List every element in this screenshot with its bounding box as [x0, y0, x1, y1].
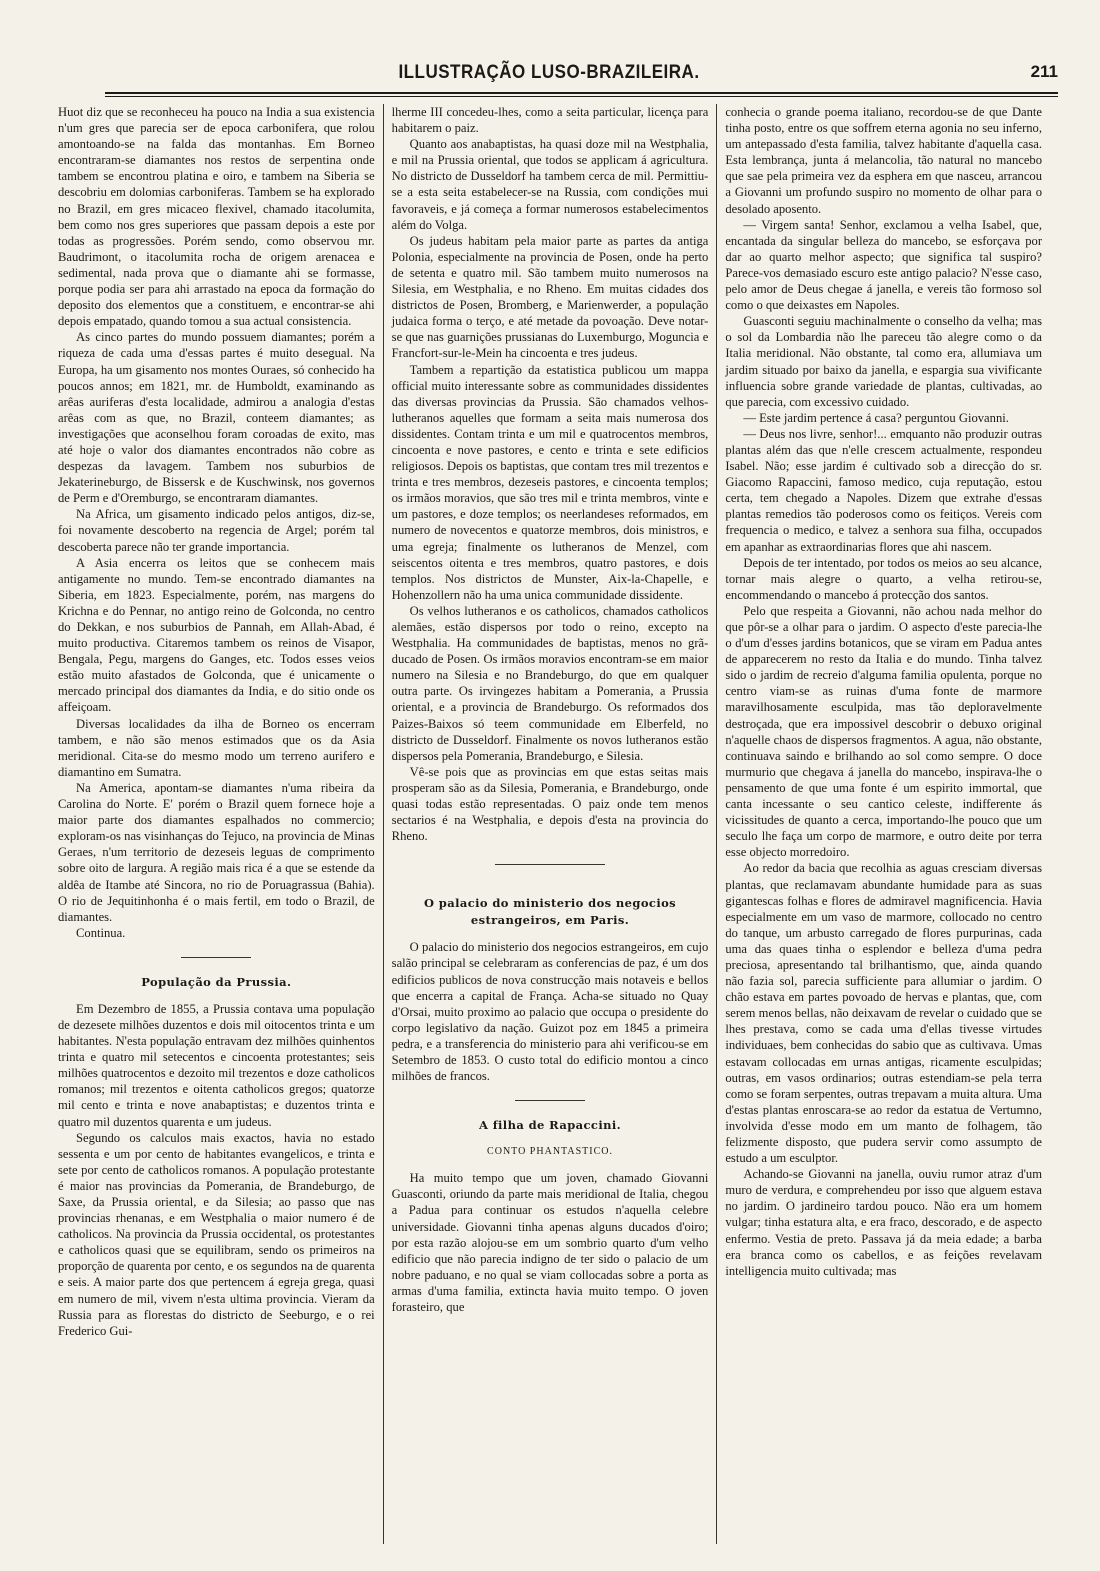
paragraph: Em Dezembro de 1855, a Prussia contava uma população de dezesete milhões duzentos e dois mil oitocentos trinta e um habitantes. N'esta população entravam dez milhões quinhentos trinta e quatro mil setecentos e cincoenta protestantes; seis milhões quatrocentos e dezoito mil trezentos e doze catholicos romanos; mil trezentos e oitenta catholicos gregos; quatorze mil cento e trinta e nove anabaptistas; e duzentos trinta e quatro mil duzentos quarenta e um judeus.: [58, 1001, 375, 1129]
paragraph: Quanto aos anabaptistas, ha quasi doze mil na Westphalia, e mil na Prussia oriental, que todos se applicam á agricultura. No districto de Dusseldorf ha tambem cerca de mil. Permittiu-se a esta seita estabelecer-se na Russia, com condições mui favoraveis, e já começa a formar numerosos estabelecimentos além do Volga.: [391, 137, 709, 232]
header-rule: [105, 92, 1058, 97]
paragraph: O palacio do ministerio dos negocios estrangeiros, em cujo salão principal se celebraram as conferencias de paz, é um dos edificios publicos de nova construcção mais notaveis e bellos que encerra a capital de França. Acha-se situado no Quay d'Orsai, muito proximo ao palacio que occupa o presidente do corpo legislativo da nação. Guizot poz em 1845 a primeira pedra, e a transferencia do ministerio para ahi verificou-se em Setembro de 1853. O custo total do edificio montou a cinco milhões de francos.: [391, 940, 709, 1084]
paragraph: Ha muito tempo que um joven, chamado Giovanni Guasconti, oriundo da parte mais meridional de Italia, chegou a Padua para continuar os estudos n'aquella celebre universidade. Giovanni tinha apenas alguns ducados d'oiro; por esta razão alojou-se em um sombrio quarto d'um velho edificio que não parecia indigno de ter sido o palacio de um nobre paduano, e no qual se viam collocadas sobre a porta as armas d'uma familia, extincta havia muito tempo. O joven forasteiro, que: [391, 1171, 709, 1314]
paragraph: conhecia o grande poema italiano, recordou-se de que Dante tinha posto, entre os que soffrem eterna agonia no seu inferno, um antepassado d'esta familia, talvez habitante d'aquella casa. Esta lembrança, junta á melancolia, tão natural no mancebo que sae pela primeira vez da esphera em que nasceu, arrancou a Giovanni um profundo suspiro no momento de olhar para o desolado aposento.: [725, 105, 1043, 216]
paragraph: Tambem a repartição da estatistica publicou um mappa official muito interessante sobre as communidades dissidentes das diversas provincias da Prussia. São chamados velhos-lutheranos aquelles que formam a seita mais numerosa dos dissidentes. Contam trinta e um mil e quatrocentos membros, cincoenta e nove pastores, e cento e trinta e sete edificios religiosos. Depois os baptistas, que contam tres mil trezentos e trinta e tres membros, dezeseis pastores, e cincoenta templos; os irmãos moravios, que são tres mil e trinta membros, vinte e um pastores, e doze templos; os neerlandeses reformados, em numero de novecentos e quatorze membros, dois ministros, e uma egreja; finalmente os lutheranos de Menzel, com seiscentos oitenta e tres membros, quatro pastores, e dois templos. Nos districtos de Munster, Aix-la-Chapelle, e Hohenzollern não ha uma unica communidade dissidente.: [391, 362, 709, 602]
section-divider: [181, 957, 251, 958]
paragraph: Na Africa, um gisamento indicado pelos antigos, diz-se, foi novamente descoberto na regencia de Argel; porém tal descoberta parece não ter grande importancia.: [58, 507, 375, 554]
continued-note: Continua.: [76, 925, 126, 940]
paragraph: Vê-se pois que as provincias em que estas seitas mais prosperam são as da Silesia, Pomerania, e Brandeburgo, onde quasi todas estão representadas. O paiz onde tem menos sectarios é na Westphalia, e depois d'esta na provincia do Rheno.: [391, 764, 709, 844]
paragraph: As cinco partes do mundo possuem diamantes; porém a riqueza de cada uma d'essas partes é muito desegual. Na Europa, ha um gisamento nos montes Ouraes, só conhecido ha poucos annos; em 1821, mr. de Humboldt, examinando as arêas auriferas d'esta localidade, admirou a analogia d'estas arêas com as que, no Brazil, conteem diamantes; as investigações que aconselhou foram coroadas de exito, mas até hoje o valor dos diamantes encontrados não cobre as despezas da lavagem. Tambem nos suburbios de Jekaterineburgo, de Bissersk e de Kuschwinsk, nos governos de Perm e d'Oremburgo, se encontraram diamantes.: [58, 330, 375, 506]
journal-title: ILLUSTRAÇÃO LUSO-BRAZILEIRA.: [398, 60, 700, 83]
paragraph: Os velhos lutheranos e os catholicos, chamados catholicos alemães, estão dispersos por todo o reino, excepto na Westphalia. Ha communidades de baptistas, menos no grã-ducado de Posen. Os irmãos moravios encontram-se em maior numero na Silesia e no Brandeburgo, do que em qualquer outra parte. Os irvingezes habitam a Pomerania, a Prussia oriental, e a provincia de Brandeburgo. Os reformados dos Paizes-Baixos só teem communidade em Elberfeld, no districto de Dusseldorf. Finalmente os novos lutheranos estão dispersos pela Pomerania, Brandeburgo, e Silesia.: [391, 603, 709, 763]
column-3: [716, 104, 1050, 1544]
section-divider: [515, 1100, 585, 1101]
paragraph: Huot diz que se reconheceu ha pouco na India a sua existencia n'um gres que parecia ser de epoca carbonifera, que rolou amontoando-se na falda das montanhas. Em Borneo encontraram-se diamantes nos restos de serpentina onde tambem se encontrou platina e oiro, e tambem na Siberia se descobriu em dolomias carboniferas. Tambem se ha explorado no Brazil, em gres micaceo flexivel, chamado itacolumita, bem como nos gres superiores que passam depois a este por todas as progressões. Porém sendo, como observou mr. Baudrimont, o itacolumita rocha de origem arenacea e sedimental, nada prova que o diamante ahi se formasse, porque podia ser para ahi arrastado na epoca da formação do deposito dos elementos que a constituem, e encontrar-se ahi depois empatado, quando tomou a sua actual consistencia.: [58, 105, 375, 329]
text-columns: [50, 104, 1050, 1544]
paragraph: A Asia encerra os leitos que se conhecem mais antigamente no mundo. Tem-se encontrado diamantes na Siberia, em 1823. Especialmente, porém, nas margens do Krichna e do Pennar, no antigo reino de Golconda, no centro do Dekkan, e nos suburbios de Pannah, em Allah-Abad, é muito productiva. Citaremos tambem os reinos de Visapor, Bengala, Pegu, margens do Ganges, etc. Todos esses veios estão muito afastados de Golconda, que é unicamente o mercado principal dos diamantes da India, e do sitio onde os affeiçoam.: [58, 555, 375, 715]
paragraph: Segundo os calculos mais exactos, havia no estado sessenta e um por cento de habitantes evangelicos, e trinta e sete por cento de catholicos romanos. A população protestante é maior nas provincias da Pomerania, de Brandeburgo, de Saxe, da Prussia oriental, e da Silesia; ao passo que nas provincias rhenanas, e em Westphalia o maior numero é de catholicos. Na provincia da Prussia occidental, os protestantes e catholicos quasi que se equilibram, sendo os primeiros na proporção de quarenta por cento, e os segundos na de quarenta e seis. A maior parte dos que pertencem á egreja grega, quasi em numero de mil, vivem n'esta ultima provincia. Vieram da Russia para as florestas do districto de Seeburgo, e o rei Frederico Gui-: [58, 1130, 375, 1338]
column-1: [50, 104, 383, 1544]
paragraph: Diversas localidades da ilha de Borneo os encerram tambem, e não são menos estimados que os da Asia meridional. Cita-se do mesmo modo um terreno aurifero e diamantino em Sumatra.: [58, 716, 375, 779]
section-divider: [495, 864, 605, 865]
column-2: [383, 104, 717, 1544]
paragraph: Pelo que respeita a Giovanni, não achou nada melhor do que pôr-se a olhar para o jardim. O aspecto d'este parecia-lhe o d'um d'esses jardins botanicos, que se viram em Padua antes de apparecerem no resto da Italia e do mundo. Tinha talvez sido o jardim de recreio d'alguma familia opulenta, porque no centro viam-se as ruinas d'uma fonte de marmore maravilhosamente esculpida, mas tão deploravelmente destroçada, que era impossivel descobrir o debuxo original n'aquelle chaos de dispersos fragmentos. A agua, não obstante, continuava saindo e brilhando ao sol como sempre. O doce murmurio que chegava á janella do mancebo, inspirava-lhe o pensamento de que uma fonte é um espirito immortal, que canta incessante o seu cantico celeste, indifferente ás vicissitudes de quanto a cerca, importando-lhe pouco que um seculo lhe faça um corpo de marmore, e outro deite por terra esse objecto morredoiro.: [725, 603, 1043, 860]
article-subheading: CONTO PHANTASTICO.: [487, 1146, 613, 1158]
paragraph: — Este jardim pertence á casa? perguntou Giovanni.: [743, 410, 1009, 425]
article-heading-rapaccini: A filha de Rapaccini.: [478, 1118, 622, 1133]
paragraph: Depois de ter intentado, por todos os meios ao seu alcance, tornar mais alegre o quarto, a velha retirou-se, encommendando o mancebo á protecção dos santos.: [725, 555, 1043, 602]
page-number: 211: [1030, 62, 1058, 81]
paragraph: Ao redor da bacia que recolhia as aguas cresciam diversas plantas, que reclamavam abundante humidade para as suas gigantescas folhas e flores de admiravel magnificencia. Havia especialmente em um vaso de marmore, collocado no centro do tanque, um arbusto carregado de flores purpurinas, cada uma das quaes tinha o esplendor e belleza d'uma pedra preciosa, apresentando tal brilhantismo, que, ainda quando não fazia sol, parecia sufficiente para allumiar o jardim. O chão estava em partes povoado de hervas e plantas, que, com serem menos bellas, não deixavam de revelar o cuidado que se lhes prestava, como se cada uma d'ellas tivesse virtudes individuaes, bem conhecidas do sabio que as cultivava. Umas estavam collocadas em urnas antigas, ricamente esculpidas; outras, em vasos ordinarios; outras estendiam-se pela terra como se foram serpentes, outras trepavam a muita altura. Uma d'estas plantas enroscara-se ao redor da estatua de Vertumno, involvida d'esse modo em um manto de folhagem, tão felizmente disposto, que pudera servir como assumpto de estudo a um esculptor.: [725, 861, 1043, 1166]
paragraph: Na America, apontam-se diamantes n'uma ribeira da Carolina do Norte. E' porém o Brazil quem fornece hoje a maior parte dos diamantes espalhados no commercio; exploram-os nas visinhanças do Tejuco, na provincia de Minas Geraes, n'um territorio de dezeseis leguas de comprimento sobre oito de largura. A região mais rica é a que se estende da aldêa de Itambe até Sincora, no rio de Poruagrassua (Bahia). O rio de Jequitinhonha é o mais fertil, em todo o Brazil, de diamantes.: [58, 780, 375, 924]
article-heading-palacio: O palacio do ministerio dos negocios estrangeiros, em Paris.: [423, 896, 677, 928]
paragraph: — Deus nos livre, senhor!... emquanto não produzir outras plantas além das que n'elle crescem actualmente, respondeu Isabel. Não; esse jardim é cultivado sob a direcção do sr. Giacomo Rapaccini, famoso medico, cuja reputação, estou certa, tem chegado a Napoles. Dizem que extrahe d'essas plantas remedios tão poderosos como os feitiços. Vereis com frequencia o medico, e talvez a senhora sua filha, occupados em apanhar as extraordinarias flores que ahi nascem.: [725, 426, 1043, 554]
masthead: [40, 58, 1058, 88]
paragraph: Guasconti seguiu machinalmente o conselho da velha; mas o sol da Lombardia não lhe pareceu tão alegre como o da Italia meridional. Não obstante, tal como era, allumiava um jardim situado por baixo da janella, e espargia sua vivificante influencia sobre grande variedade de plantas, cultivadas, ao que parecia, com excessivo cuidado.: [725, 314, 1043, 409]
paragraph: — Virgem santa! Senhor, exclamou a velha Isabel, que, encantada da singular belleza do mancebo, se esforçava por dar ao quarto melhor aspecto; que significa tal suspiro? Parece-vos demasiado escuro este antigo palacio? N'esse caso, pelo amor de Deus chegae á janella, e vereis tão formoso sol como o que deixastes em Napoles.: [725, 217, 1043, 313]
paragraph: Achando-se Giovanni na janella, ouviu rumor atraz d'um muro de verdura, e comprehendeu por isso que alguem estava no jardim. O jardineiro tardou pouco. Não era um homem vulgar; tinha estatura alta, e era fraco, descorado, e de aspecto enfermo. Vestia de preto. Passava já da meia edade; a barba era branca como os cabellos, e as feições revelavam intelligencia muito cultivada; mas: [725, 1167, 1043, 1278]
paragraph: Os judeus habitam pela maior parte as partes da antiga Polonia, especialmente na provincia de Posen, onde ha perto de setenta e quatro mil. São tambem muito numerosos na Silesia, em Westphalia, e no Rheno. Em muitas cidades dos districtos de Posen, Bromberg, e Marienwerder, a população judaica forma o terço, e até metade da povoação. Deve notar-se que nas guarnições prussianas do Luxemburgo, Moguncia e Francfort-sur-le-Mein ha cincoenta e tres judeus.: [391, 233, 709, 361]
article-heading-prussia: População da Prussia.: [141, 974, 292, 989]
paragraph: lherme III concedeu-lhes, como a seita particular, licença para habitarem o paiz.: [391, 105, 709, 136]
